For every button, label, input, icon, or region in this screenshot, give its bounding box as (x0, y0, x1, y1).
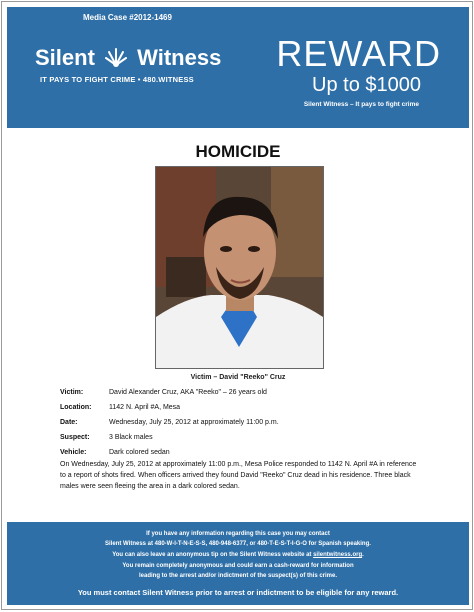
detail-value: 1142 N. April #A, Mesa (109, 404, 181, 411)
detail-label: Suspect: (60, 434, 90, 441)
footer-arrest-note: leading to the arrest and/or indictment of the suspect(s) of this crime. (138, 573, 338, 579)
media-case-number: Media Case #2012-1469 (83, 13, 172, 22)
wanted-flyer (1, 1, 473, 610)
footer-contact-intro: If you have any information regarding this case you may contact (146, 531, 330, 537)
detail-row-victim (60, 385, 420, 400)
footer-eligibility-warning: You must contact Silent Witness prior to arrest or indictment to be eligible for any reward. (77, 588, 399, 597)
footer-web-tip-suffix: . (362, 552, 364, 558)
website-link[interactable]: silentwitness.org (313, 552, 363, 558)
brand-tagline: IT PAYS TO FIGHT CRIME • 480.WITNESS (40, 75, 194, 84)
footer-web-tip-prefix: You can also leave an anonymous tip on the Silent Witness website at (112, 552, 314, 558)
photo-caption: Victim – David "Reeko" Cruz (190, 374, 286, 381)
detail-value: 3 Black males (109, 434, 153, 441)
detail-label: Victim: (60, 389, 84, 396)
detail-value: Wednesday, July 25, 2012 at approximately 11:00 p.m. (109, 419, 279, 426)
detail-row-location (60, 400, 420, 415)
reward-tagline: Silent Witness – It pays to fight crime (303, 101, 419, 108)
footer-anonymous-note: You remain completely anonymous and could earn a cash-reward for information (122, 563, 354, 569)
footer-banner (7, 522, 469, 605)
detail-label: Vehicle: (60, 449, 87, 456)
reward-amount: Up to $1000 (312, 74, 421, 96)
brand-logo (35, 45, 221, 73)
detail-value: David Alexander Cruz, AKA "Reeko" – 26 years old (109, 389, 267, 396)
reward-heading: REWARD (276, 33, 441, 74)
victim-photo (155, 166, 324, 369)
detail-label: Date: (60, 419, 78, 426)
case-narrative: On Wednesday, July 25, 2012 at approximately 11:00 p.m., Mesa Police responded to 1142 N. April #A in reference to a report of shots fired. When officers arrived they found David "Reeko" Cruz dead in his residence. Three black males were seen fleeing the area in a dark colored sedan. (60, 461, 417, 490)
crime-title: HOMICIDE (195, 142, 281, 161)
detail-label: Location: (60, 404, 92, 411)
footer-web-tip (7, 552, 469, 558)
sunburst-icon (105, 45, 127, 73)
detail-row-vehicle (60, 445, 420, 460)
header-banner (7, 7, 469, 128)
detail-row-suspect (60, 430, 420, 445)
brand-left-text: Silent (35, 45, 95, 70)
brand-right-text: Witness (137, 45, 222, 70)
detail-value: Dark colored sedan (109, 449, 170, 456)
footer-phone-numbers: Silent Witness at 480-W-I-T-N-E-S-S, 480-948-6377, or 480-T-E-S-T-I-G-O for Spanish speaking. (105, 541, 371, 547)
case-details (60, 385, 420, 460)
detail-row-date (60, 415, 420, 430)
